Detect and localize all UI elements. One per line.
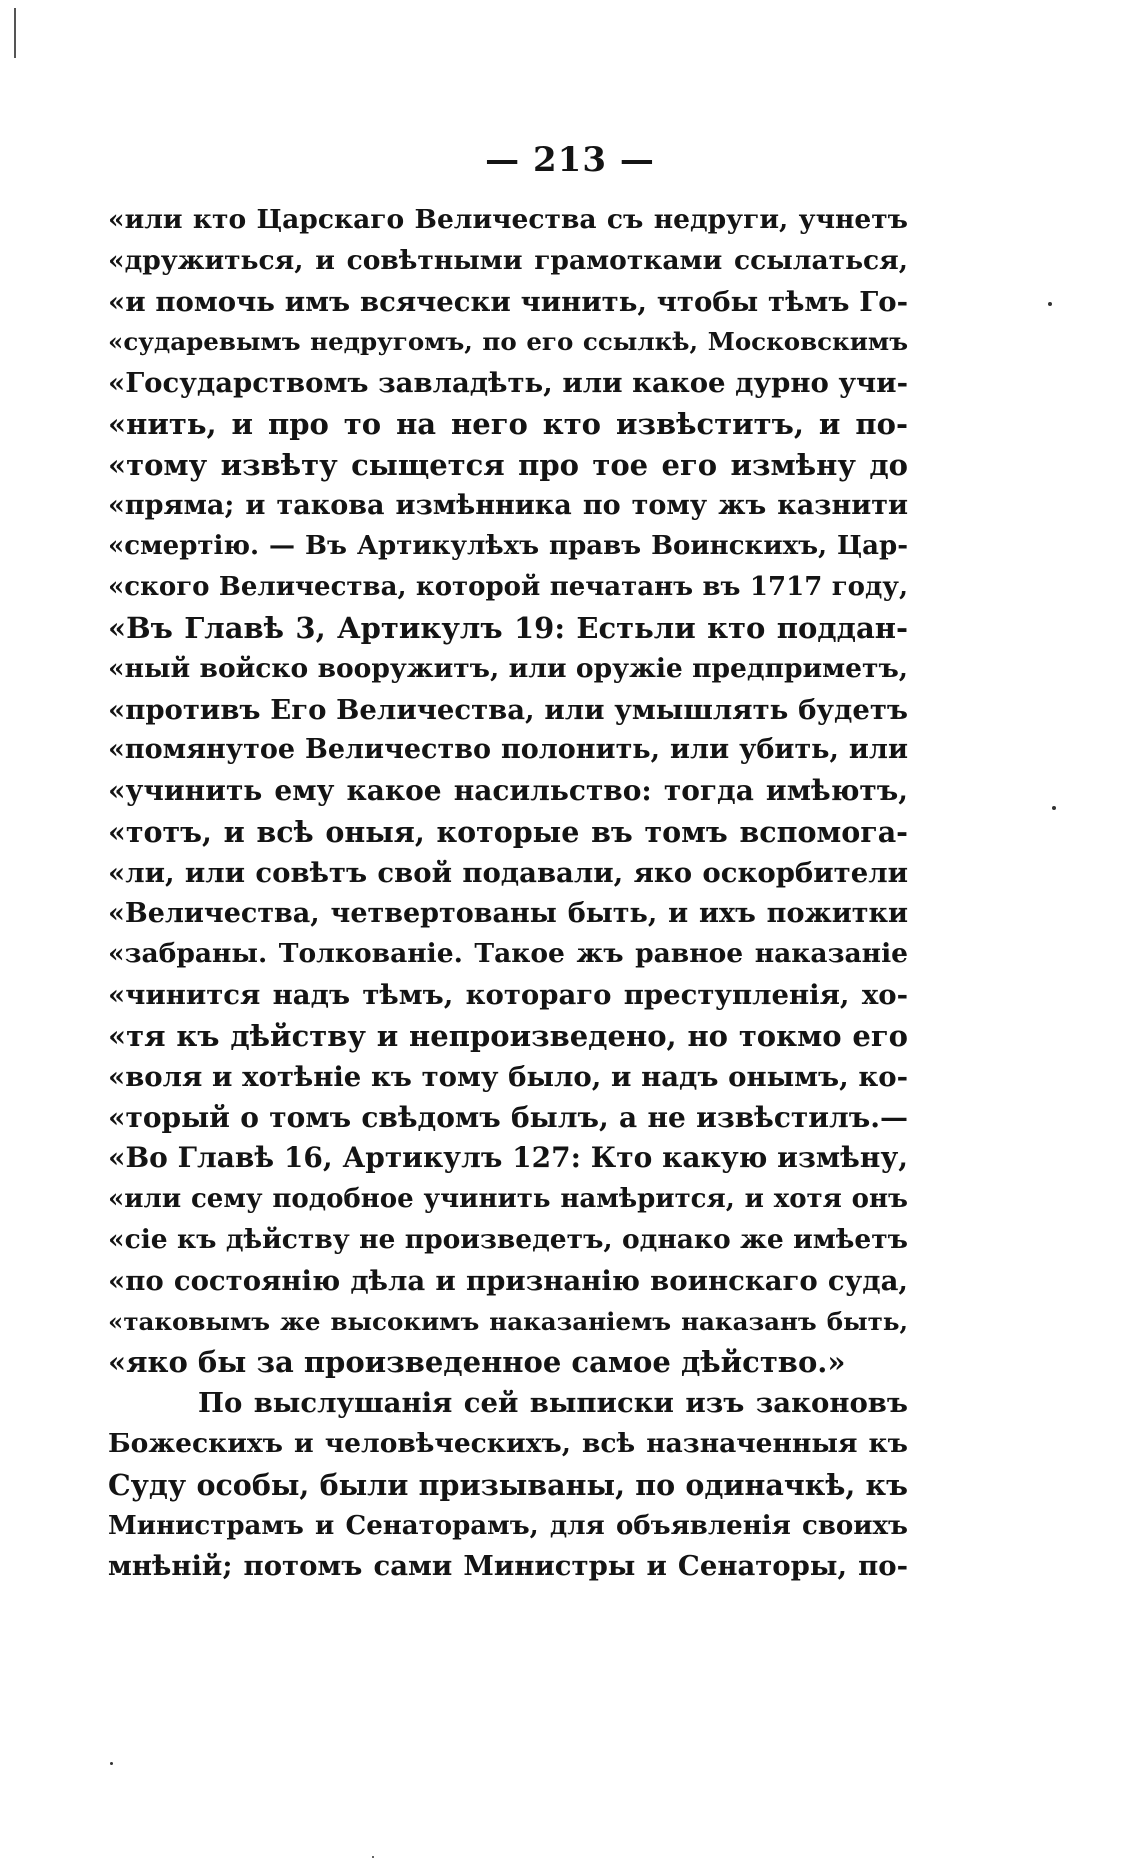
text-line: «воля и хотѣніе къ тому было, и надъ онымъ, ко- [108,1060,908,1093]
text-line: «забраны. Толкованіе. Такое жъ равное наказаніе [108,938,908,970]
text-line: «учинить ему какое насильство: тогда имѣютъ, [108,774,908,808]
ink-speck [110,1762,113,1765]
ink-speck [1048,302,1052,306]
paragraph-first-line: По выслушанія сей выписки изъ законовъ [198,1387,908,1420]
ink-speck [1052,806,1056,810]
text-line: «нить, и про то на него кто извѣститъ, и по- [108,406,908,441]
text-line: «ского Величества, которой печатанъ въ 1717 году, [108,572,908,603]
page-number: — 213 — [485,140,655,180]
text-line: «Государствомъ завладѣть, или какое дурно учи- [108,367,908,400]
text-line: мнѣній; потомъ сами Министры и Сенаторы, по- [108,1550,908,1583]
text-line: «чинится надъ тѣмъ, котораго преступленія, хо- [108,979,908,1012]
text-line: Министрамъ и Сенаторамъ, для объявленія своихъ [108,1510,908,1541]
text-line: «тому извѣту сыщется про тое его измѣну до [108,447,908,482]
text-line: «или кто Царскаго Величества съ недруги, учнетъ [108,204,908,235]
text-line: «ли, или совѣтъ свой подавали, яко оскорбители [108,856,908,889]
text-line: «сударевымъ недругомъ, по его ссылкѣ, Московскимъ [108,327,908,357]
text-line: «тотъ, и всѣ оныя, которые въ томъ вспомога- [108,814,908,849]
text-line: «Величества, четвертованы быть, и ихъ пожитки [108,897,908,929]
text-line: «противъ Его Величества, или умышлять будетъ [108,693,908,726]
text-line: «Въ Главѣ 3, Артикулъ 19: Естьли кто поддан- [108,610,908,645]
body-text [108,200,908,1587]
text-line: «таковымъ же высокимъ наказаніемъ наказанъ быть, [108,1306,908,1336]
text-line: «по состоянію дѣла и признанію воинскаго суда, [108,1264,908,1297]
text-line: «ный войско вооружитъ, или оружіе предприметъ, [108,652,908,684]
text-line: «дружиться, и совѣтными грамотками ссылаться, [108,244,908,276]
text-line: «смертію. — Въ Артикулѣхъ правъ Воинскихъ, Цар- [108,531,908,562]
text-line: «торый о томъ свѣдомъ былъ, а не извѣстилъ.— [108,1100,908,1134]
scan-edge-mark [14,8,16,58]
ink-speck [372,1856,374,1858]
text-line: «и помочь имъ всячески чинить, чтобы тѣмъ Го- [108,285,908,318]
text-line: Суду особы, были призываны, по одиначкѣ, къ [108,1467,908,1502]
text-line: «тя къ дѣйству и непроизведено, но токмо его [108,1018,908,1053]
text-line: Божескихъ и человѣческихъ, всѣ назначенныя къ [108,1427,908,1459]
text-line: «яко бы за произведенное самое дѣйство.» [108,1345,846,1380]
text-line: «или сему подобное учинить намѣрится, и хотя онъ [108,1184,908,1215]
text-line: «помянутое Величество полонить, или убить, или [108,734,908,766]
text-line: «пряма; и такова измѣнника по тому жъ казнити [108,489,908,521]
text-line: «сіе къ дѣйству не произведетъ, однако же имѣетъ [108,1223,908,1255]
text-line: «Во Главѣ 16, Артикулъ 127: Кто какую измѣну, [108,1141,908,1175]
